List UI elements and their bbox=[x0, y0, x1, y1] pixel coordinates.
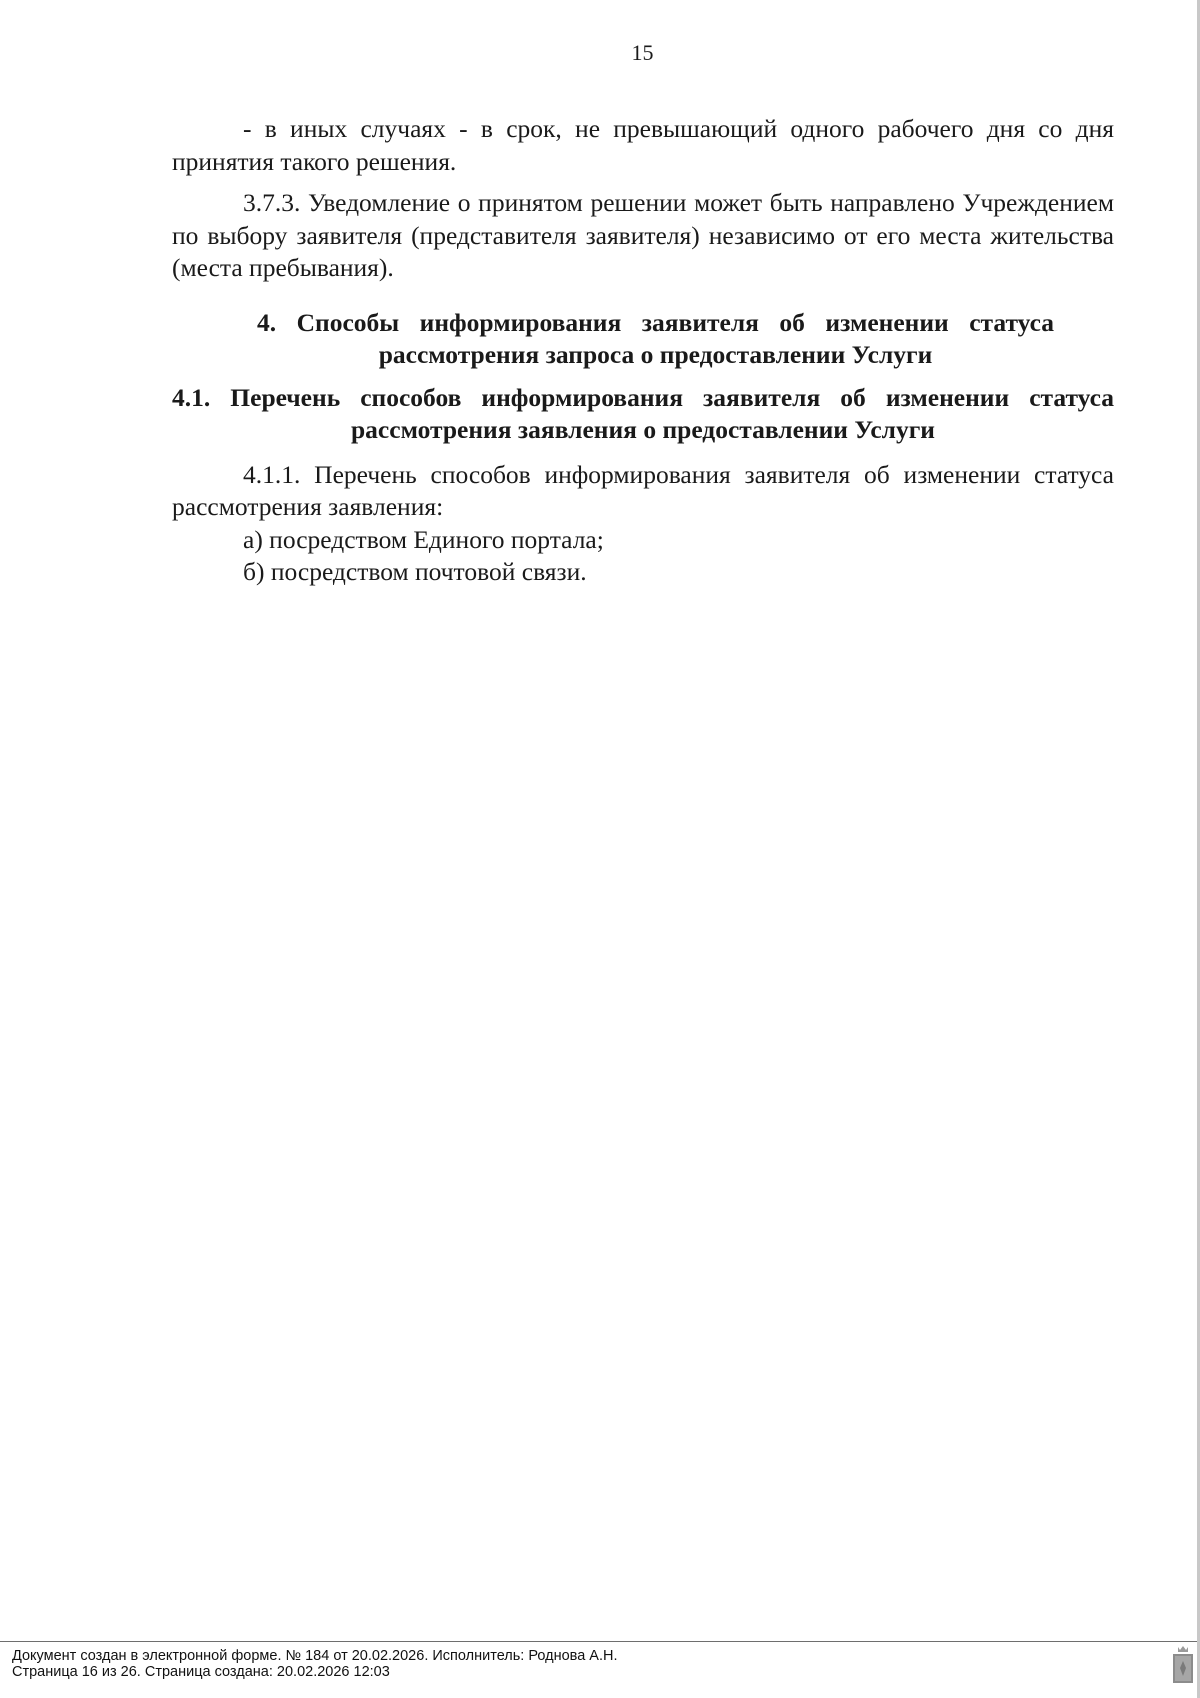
footer-divider bbox=[0, 1641, 1197, 1642]
document-footer bbox=[12, 1648, 618, 1680]
list-item-b: б) посредством почтовой связи. bbox=[243, 557, 587, 586]
emblem-icon bbox=[1172, 1644, 1194, 1684]
section-heading-4: 4. Способы информирования заявителя об изменении статуса рассмотрения запроса о предоставлении Услуги bbox=[257, 307, 1054, 369]
list-item-a: а) посредством Единого портала; bbox=[243, 524, 604, 554]
section-heading-4-1: 4.1. Перечень способов информирования заявителя об изменении статуса рассмотрения заявления о предоставлении Услуги bbox=[172, 382, 1114, 444]
paragraph-4-1-1: 4.1.1. Перечень способов информирования заявителя об изменении статуса рассмотрения заявления: bbox=[172, 459, 1114, 521]
page-number: 15 bbox=[631, 40, 654, 65]
footer-document-info: Документ создан в электронной форме. № 184 от 20.02.2026. Исполнитель: Роднова А.Н. bbox=[12, 1648, 618, 1664]
paragraph-3-7-3: 3.7.3. Уведомление о принятом решении может быть направлено Учреждением по выбору заявителя (представителя заявителя) независимо от его места жительства (места пребывания). bbox=[172, 188, 1114, 282]
document-body bbox=[172, 113, 1114, 589]
paragraph-other-cases: - в иных случаях - в срок, не превышающий одного рабочего дня со дня принятия такого решения. bbox=[172, 114, 1114, 176]
footer-page-info: Страница 16 из 26. Страница создана: 20.02.2026 12:03 bbox=[12, 1664, 390, 1680]
